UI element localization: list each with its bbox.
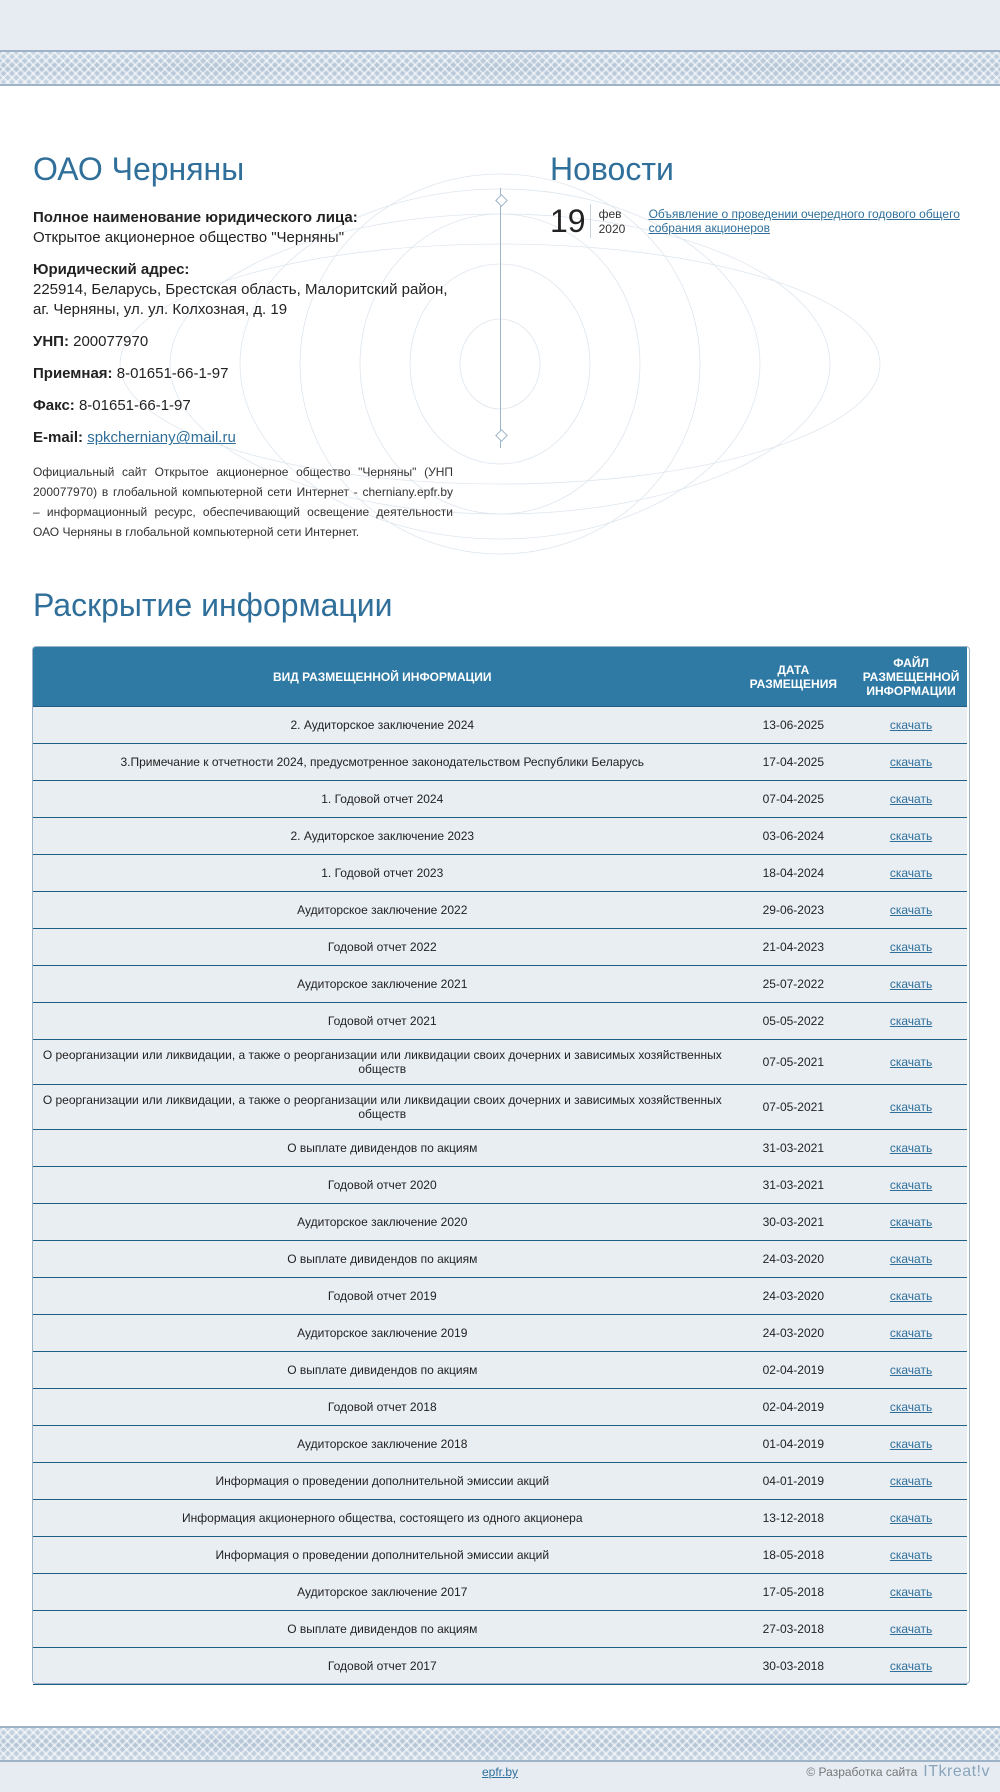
row-type: 2. Аудиторское заключение 2023 bbox=[33, 818, 732, 855]
download-link[interactable]: скачать bbox=[889, 1178, 933, 1192]
row-type: Информация о проведении дополнительной эмиссии акций bbox=[33, 1537, 732, 1574]
download-link[interactable]: скачать bbox=[889, 1252, 933, 1266]
table-row bbox=[33, 744, 967, 781]
table-row bbox=[33, 1130, 967, 1167]
row-file-cell bbox=[855, 1574, 967, 1611]
row-type: 1. Годовой отчет 2023 bbox=[33, 855, 732, 892]
row-file-cell bbox=[855, 1085, 967, 1130]
fax-field bbox=[33, 396, 453, 416]
table-row bbox=[33, 1463, 967, 1500]
row-type: Аудиторское заключение 2020 bbox=[33, 1204, 732, 1241]
row-type: 1. Годовой отчет 2024 bbox=[33, 781, 732, 818]
row-date: 24-03-2020 bbox=[732, 1241, 856, 1278]
news-section bbox=[550, 150, 970, 238]
row-date: 01-04-2019 bbox=[732, 1426, 856, 1463]
row-type: Годовой отчет 2020 bbox=[33, 1167, 732, 1204]
row-date: 07-04-2025 bbox=[732, 781, 856, 818]
table-row bbox=[33, 1003, 967, 1040]
row-type: Аудиторское заключение 2022 bbox=[33, 892, 732, 929]
header-type: ВИД РАЗМЕЩЕННОЙ ИНФОРМАЦИИ bbox=[33, 647, 732, 707]
download-link[interactable]: скачать bbox=[889, 1585, 933, 1599]
row-date: 21-04-2023 bbox=[732, 929, 856, 966]
row-file-cell bbox=[855, 966, 967, 1003]
row-date: 04-01-2019 bbox=[732, 1463, 856, 1500]
developer-logo-link[interactable]: ITkreat!v bbox=[923, 1763, 990, 1780]
row-date: 24-03-2020 bbox=[732, 1278, 856, 1315]
row-type: Аудиторское заключение 2019 bbox=[33, 1315, 732, 1352]
row-file-cell bbox=[855, 1003, 967, 1040]
row-date: 03-06-2024 bbox=[732, 818, 856, 855]
row-date: 24-03-2020 bbox=[732, 1315, 856, 1352]
row-type: О выплате дивидендов по акциям bbox=[33, 1241, 732, 1278]
row-date: 13-06-2025 bbox=[732, 707, 856, 744]
table-row bbox=[33, 929, 967, 966]
unp-field bbox=[33, 332, 453, 352]
decorative-border-bottom bbox=[0, 1726, 1000, 1762]
download-link[interactable]: скачать bbox=[889, 1100, 933, 1114]
unp-value: 200077970 bbox=[73, 333, 149, 351]
table-header-row bbox=[33, 647, 967, 707]
fax-label: Факс: bbox=[33, 397, 75, 415]
address-label: Юридический адрес: bbox=[33, 261, 190, 279]
address-field bbox=[33, 260, 453, 320]
section-divider bbox=[500, 188, 501, 448]
full-name-value: Открытое акционерное общество "Черняны" bbox=[33, 229, 345, 247]
email-link[interactable]: spkcherniany@mail.ru bbox=[87, 429, 236, 447]
table-row bbox=[33, 1500, 967, 1537]
row-date: 07-05-2021 bbox=[732, 1040, 856, 1085]
row-type: Аудиторское заключение 2018 bbox=[33, 1426, 732, 1463]
row-type: 2. Аудиторское заключение 2024 bbox=[33, 707, 732, 744]
news-month: фев bbox=[598, 207, 622, 222]
download-link[interactable]: скачать bbox=[889, 755, 933, 769]
table-row bbox=[33, 855, 967, 892]
row-date: 17-05-2018 bbox=[732, 1574, 856, 1611]
unp-label: УНП: bbox=[33, 333, 69, 351]
row-type: О реорганизации или ликвидации, а также о реорганизации или ликвидации своих дочерних и зависимых хозяйственных обществ bbox=[33, 1085, 732, 1130]
reception-field bbox=[33, 364, 453, 384]
row-date: 05-05-2022 bbox=[732, 1003, 856, 1040]
download-link[interactable]: скачать bbox=[889, 1326, 933, 1340]
table-row bbox=[33, 1574, 967, 1611]
download-link[interactable]: скачать bbox=[889, 718, 933, 732]
download-link[interactable]: скачать bbox=[889, 1474, 933, 1488]
row-file-cell bbox=[855, 1463, 967, 1500]
download-link[interactable]: скачать bbox=[889, 1014, 933, 1028]
download-link[interactable]: скачать bbox=[889, 1141, 933, 1155]
row-file-cell bbox=[855, 1611, 967, 1648]
row-date: 30-03-2018 bbox=[732, 1648, 856, 1685]
row-date: 30-03-2021 bbox=[732, 1204, 856, 1241]
download-link[interactable]: скачать bbox=[889, 1659, 933, 1673]
email-label: E-mail: bbox=[33, 429, 84, 447]
download-link[interactable]: скачать bbox=[889, 903, 933, 917]
table-row bbox=[33, 1167, 967, 1204]
download-link[interactable]: скачать bbox=[889, 1363, 933, 1377]
table-row bbox=[33, 1241, 967, 1278]
row-date: 18-04-2024 bbox=[732, 855, 856, 892]
row-file-cell bbox=[855, 707, 967, 744]
table-row bbox=[33, 1315, 967, 1352]
row-file-cell bbox=[855, 1389, 967, 1426]
table-row bbox=[33, 1352, 967, 1389]
table-body bbox=[33, 707, 967, 1685]
row-file-cell bbox=[855, 1241, 967, 1278]
site-description: Официальный сайт Открытое акционерное общество "Черняны" (УНП 200077970) в глобальной компьютерной сети Интернет - cherniany.epfr.by – информационный ресурс, обеспечивающий освещение деятельности ОАО Черняны в глобальной компьютерной сети Интернет. bbox=[33, 465, 453, 540]
row-file-cell bbox=[855, 1648, 967, 1685]
row-date: 27-03-2018 bbox=[732, 1611, 856, 1648]
row-type: О выплате дивидендов по акциям bbox=[33, 1130, 732, 1167]
address-value: 225914, Беларусь, Брестская область, Малоритский район, аг. Черняны, ул. ул. Колхозная, д. 19 bbox=[33, 281, 448, 319]
row-file-cell bbox=[855, 892, 967, 929]
row-date: 31-03-2021 bbox=[732, 1167, 856, 1204]
table-row bbox=[33, 1648, 967, 1685]
row-type: О выплате дивидендов по акциям bbox=[33, 1611, 732, 1648]
row-file-cell bbox=[855, 818, 967, 855]
table-row bbox=[33, 1278, 967, 1315]
row-type: О реорганизации или ликвидации, а также о реорганизации или ликвидации своих дочерних и зависимых хозяйственных обществ bbox=[33, 1040, 732, 1085]
download-link[interactable]: скачать bbox=[889, 1289, 933, 1303]
footer-site-link[interactable]: epfr.by bbox=[482, 1765, 519, 1779]
download-link[interactable]: скачать bbox=[889, 940, 933, 954]
download-link[interactable]: скачать bbox=[889, 1055, 933, 1069]
row-date: 29-06-2023 bbox=[732, 892, 856, 929]
row-file-cell bbox=[855, 1537, 967, 1574]
disclosure-table bbox=[33, 647, 967, 1685]
row-type: Аудиторское заключение 2017 bbox=[33, 1574, 732, 1611]
row-file-cell bbox=[855, 1204, 967, 1241]
row-type: Годовой отчет 2017 bbox=[33, 1648, 732, 1685]
row-type: Годовой отчет 2021 bbox=[33, 1003, 732, 1040]
news-year: 2020 bbox=[598, 222, 626, 237]
download-link[interactable]: скачать bbox=[889, 977, 933, 991]
row-date: 18-05-2018 bbox=[732, 1537, 856, 1574]
row-type: 3.Примечание к отчетности 2024, предусмотренное законодательством Республики Беларусь bbox=[33, 744, 732, 781]
download-link[interactable]: скачать bbox=[889, 1622, 933, 1636]
header-file: ФАЙЛ РАЗМЕЩЕННОЙ ИНФОРМАЦИИ bbox=[855, 647, 967, 707]
reception-label: Приемная: bbox=[33, 365, 113, 383]
row-type: Годовой отчет 2018 bbox=[33, 1389, 732, 1426]
row-type: Информация акционерного общества, состоящего из одного акционера bbox=[33, 1500, 732, 1537]
table-row bbox=[33, 707, 967, 744]
row-file-cell bbox=[855, 929, 967, 966]
table-row bbox=[33, 781, 967, 818]
table-row bbox=[33, 1040, 967, 1085]
download-link[interactable]: скачать bbox=[889, 1548, 933, 1562]
download-link[interactable]: скачать bbox=[889, 1400, 933, 1414]
table-row bbox=[33, 818, 967, 855]
row-date: 17-04-2025 bbox=[732, 744, 856, 781]
download-link[interactable]: скачать bbox=[889, 866, 933, 880]
full-name-field bbox=[33, 208, 453, 248]
row-type: Информация о проведении дополнительной эмиссии акций bbox=[33, 1463, 732, 1500]
row-file-cell bbox=[855, 1167, 967, 1204]
news-date bbox=[599, 207, 639, 237]
row-file-cell bbox=[855, 1426, 967, 1463]
news-link[interactable]: Объявление о проведении очередного годового общего собрания акционеров bbox=[648, 207, 960, 236]
download-link[interactable]: скачать bbox=[889, 1437, 933, 1451]
company-info bbox=[33, 150, 453, 542]
fax-value: 8-01651-66-1-97 bbox=[78, 397, 191, 415]
table-row bbox=[33, 1204, 967, 1241]
row-type: Годовой отчет 2022 bbox=[33, 929, 732, 966]
row-file-cell bbox=[855, 1130, 967, 1167]
table-row bbox=[33, 1389, 967, 1426]
row-date: 25-07-2022 bbox=[732, 966, 856, 1003]
row-date: 07-05-2021 bbox=[732, 1085, 856, 1130]
row-type: Аудиторское заключение 2021 bbox=[33, 966, 732, 1003]
table-row bbox=[33, 1085, 967, 1130]
download-link[interactable]: скачать bbox=[889, 792, 933, 806]
developer-label: © Разработка сайта bbox=[806, 1765, 918, 1779]
row-file-cell bbox=[855, 1278, 967, 1315]
disclosure-title: Раскрытие информации bbox=[33, 587, 393, 623]
download-link[interactable]: скачать bbox=[889, 829, 933, 843]
download-link[interactable]: скачать bbox=[889, 1511, 933, 1525]
row-file-cell bbox=[855, 1040, 967, 1085]
news-item bbox=[550, 204, 970, 238]
row-date: 31-03-2021 bbox=[732, 1130, 856, 1167]
row-file-cell bbox=[855, 1352, 967, 1389]
download-link[interactable]: скачать bbox=[889, 1215, 933, 1229]
row-type: Годовой отчет 2019 bbox=[33, 1278, 732, 1315]
decorative-border-top bbox=[0, 50, 1000, 86]
row-file-cell bbox=[855, 781, 967, 818]
header-date: ДАТА РАЗМЕЩЕНИЯ bbox=[732, 647, 856, 707]
row-file-cell bbox=[855, 855, 967, 892]
footer-developer bbox=[806, 1763, 990, 1781]
table-row bbox=[33, 966, 967, 1003]
table-row bbox=[33, 1611, 967, 1648]
row-date: 02-04-2019 bbox=[732, 1389, 856, 1426]
row-type: О выплате дивидендов по акциям bbox=[33, 1352, 732, 1389]
table-row bbox=[33, 1537, 967, 1574]
row-file-cell bbox=[855, 1500, 967, 1537]
email-field bbox=[33, 428, 453, 448]
news-title: Новости bbox=[550, 151, 674, 187]
full-name-label: Полное наименование юридического лица: bbox=[33, 209, 358, 227]
table-row bbox=[33, 1426, 967, 1463]
row-file-cell bbox=[855, 744, 967, 781]
row-date: 13-12-2018 bbox=[732, 1500, 856, 1537]
top-strip bbox=[0, 0, 1000, 50]
row-file-cell bbox=[855, 1315, 967, 1352]
company-title: ОАО Черняны bbox=[33, 151, 245, 187]
news-day: 19 bbox=[550, 204, 591, 238]
row-date: 02-04-2019 bbox=[732, 1352, 856, 1389]
reception-value: 8-01651-66-1-97 bbox=[116, 365, 229, 383]
table-row bbox=[33, 892, 967, 929]
